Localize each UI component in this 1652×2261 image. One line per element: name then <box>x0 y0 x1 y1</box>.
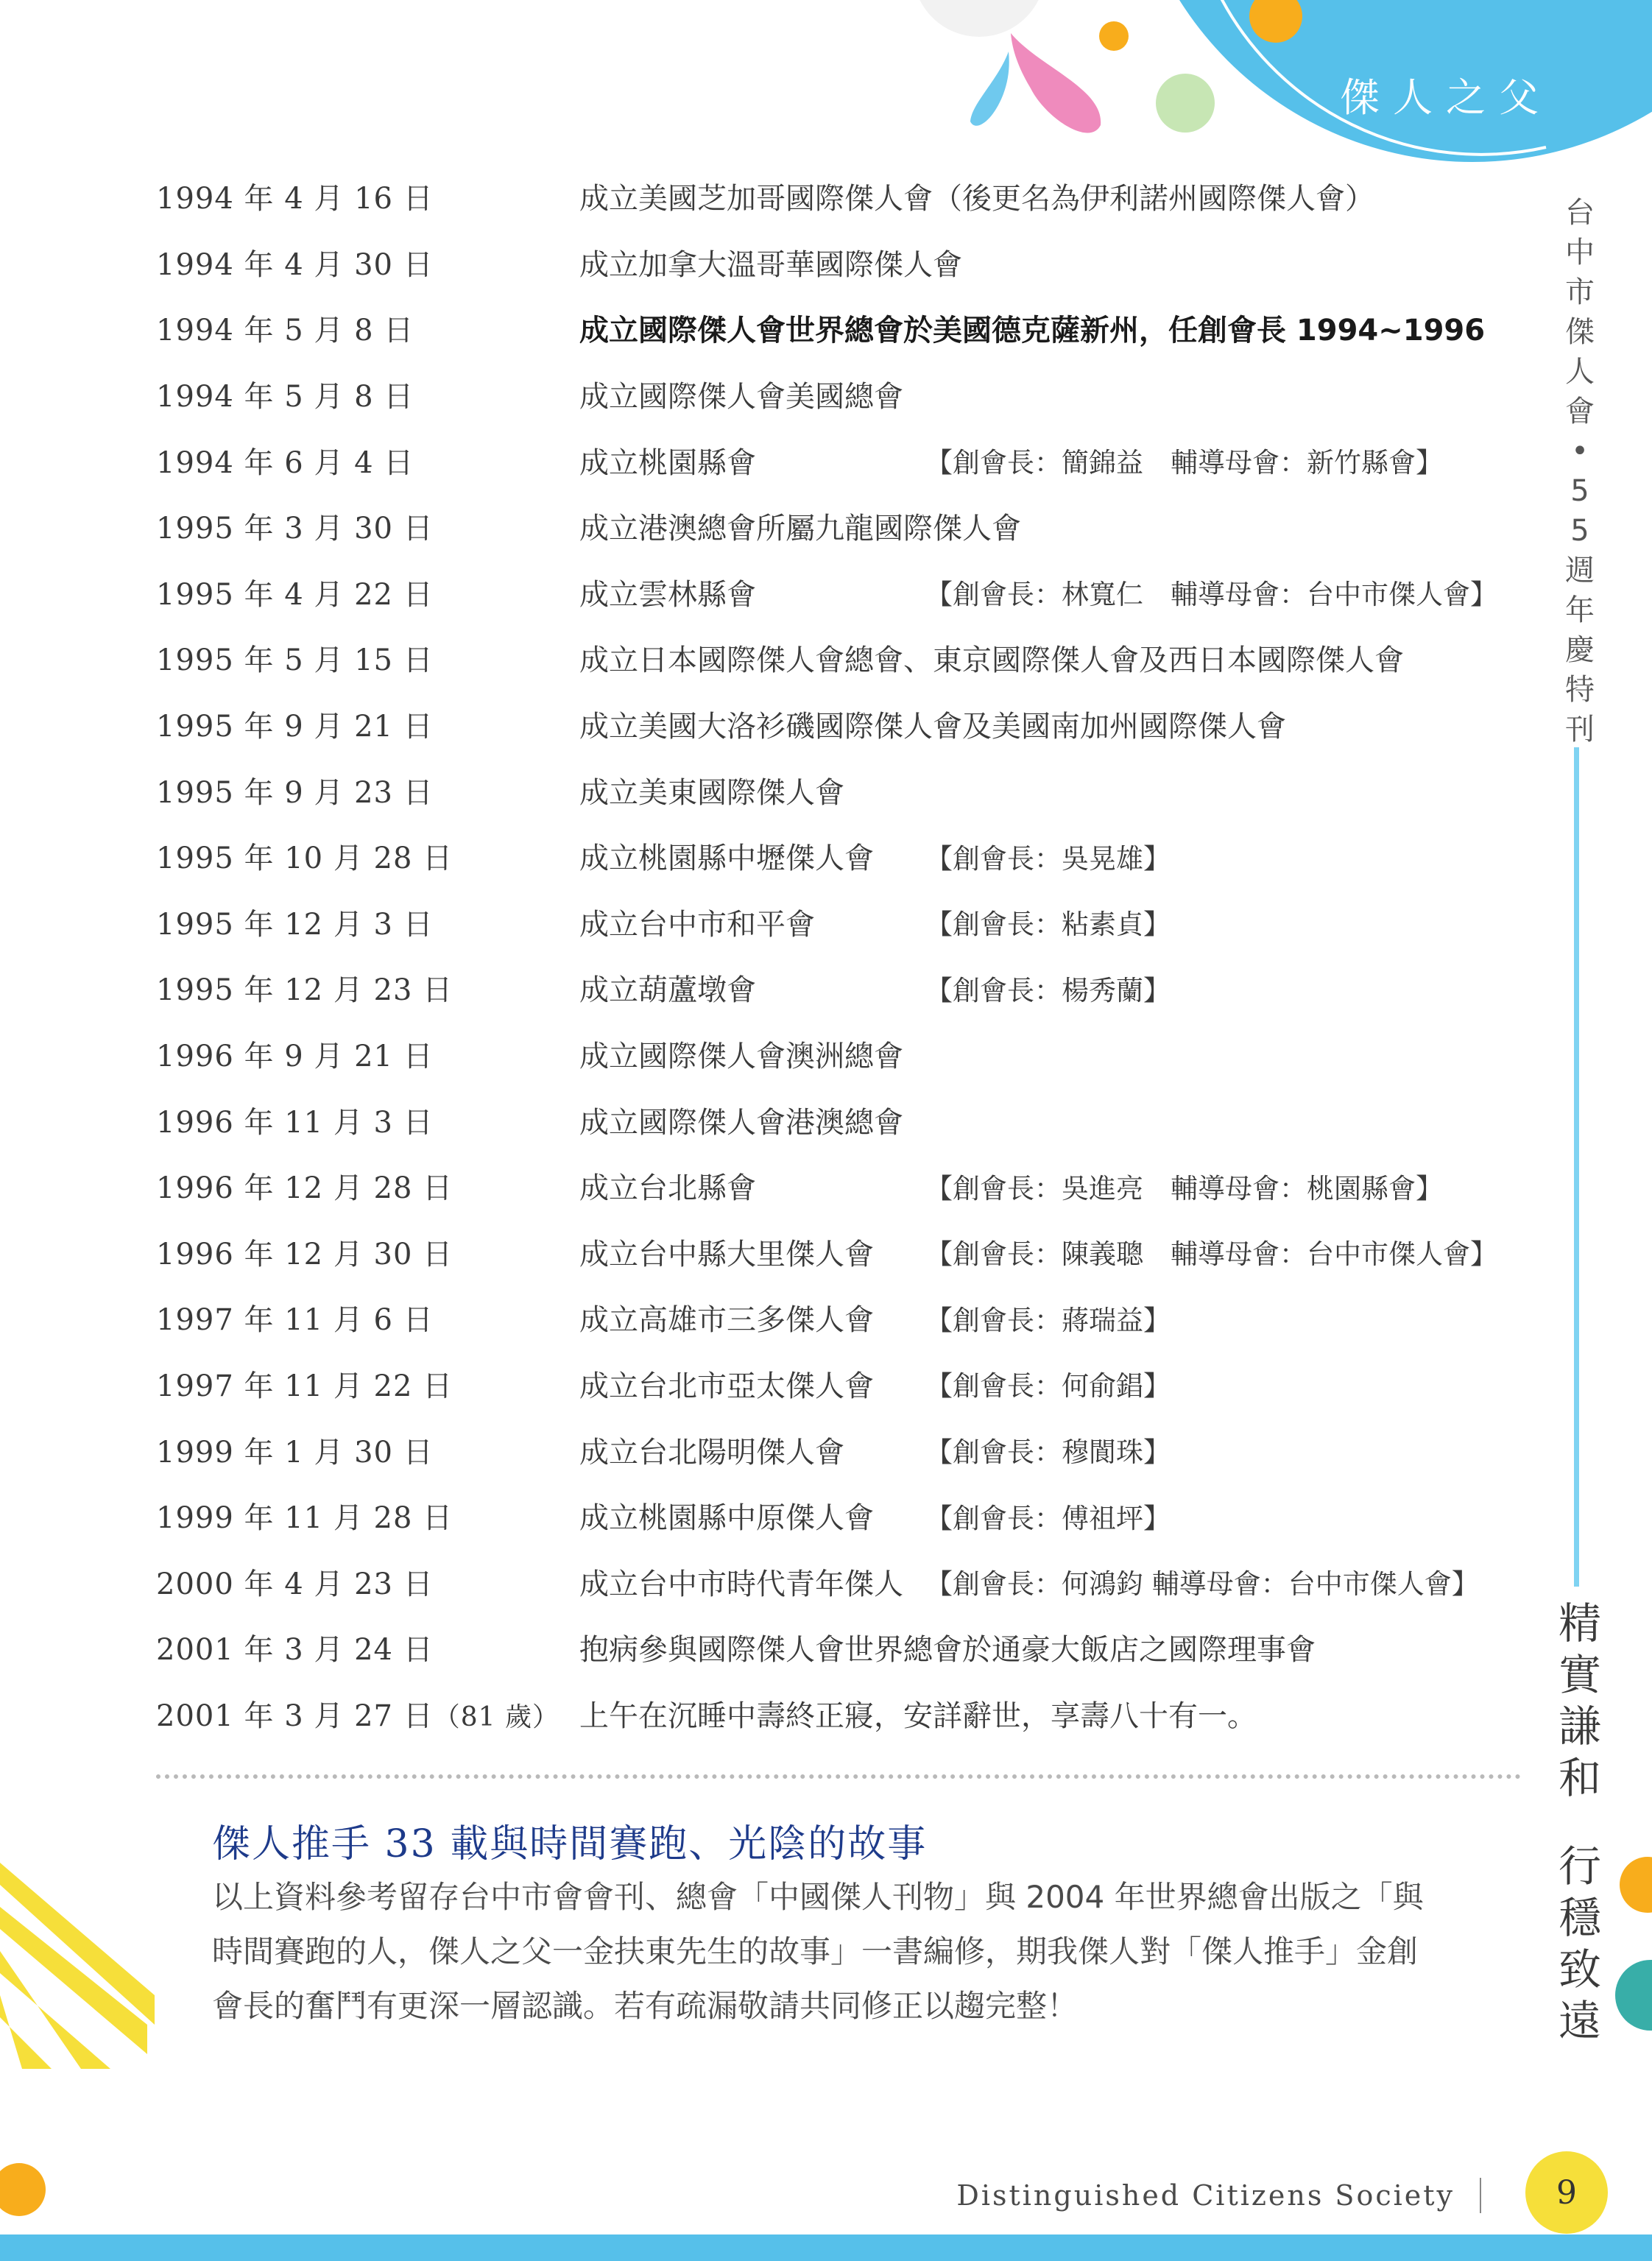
timeline-event: 抱病參與國際傑人會世界總會於通豪大飯店之國際理事會 <box>579 1633 1316 1668</box>
motto-char: 和 <box>1558 1753 1601 1803</box>
sidebar-char: 刊 <box>1565 713 1595 747</box>
timeline-row <box>156 889 1525 956</box>
timeline-date-text: 2001 年 3 月 24 日 <box>156 1633 434 1668</box>
right-orange-dot <box>1620 1857 1652 1913</box>
timeline-date <box>156 1231 579 1273</box>
timeline-row <box>156 1615 1525 1681</box>
motto-char: 行 <box>1558 1841 1601 1891</box>
timeline-founder-note: 【創會長：吳晃雄】 <box>925 842 1171 875</box>
timeline-row <box>156 955 1525 1021</box>
timeline-founder-note: 【創會長：何俞錩】 <box>925 1370 1171 1403</box>
timeline-row <box>156 1548 1525 1615</box>
timeline-date <box>156 1033 579 1075</box>
timeline-event: 成立桃園縣中壢傑人會 <box>579 842 874 876</box>
sidebar-char: 傑 <box>1565 315 1595 349</box>
sidebar-char: 年 <box>1565 593 1595 627</box>
story-line: 會長的奮鬥有更深一層認識。若有疏漏敬請共同修正以趨完整！ <box>212 1988 1079 2024</box>
story-line: 時間賽跑的人，傑人之父一金扶東先生的故事」一書編修，期我傑人對「傑人推手」金創 <box>212 1933 1419 1969</box>
timeline-date-text: 1996 年 12 月 30 日 <box>156 1237 453 1271</box>
timeline-event: 成立台北陽明傑人會 <box>579 1435 844 1470</box>
timeline-date-text: 1996 年 11 月 3 日 <box>156 1105 434 1140</box>
timeline-date <box>156 1099 579 1141</box>
sidebar-char: 人 <box>1565 355 1595 389</box>
timeline-row <box>156 1351 1525 1417</box>
sidebar-char: 特 <box>1565 673 1595 707</box>
timeline-date <box>156 769 579 811</box>
timeline-date <box>156 1429 579 1471</box>
right-dots-decoration <box>1605 1855 1652 2047</box>
timeline-event: 成立美東國際傑人會 <box>579 775 844 810</box>
timeline-date <box>156 241 579 283</box>
timeline-date-text: 1995 年 10 月 28 日 <box>156 842 453 876</box>
motto-char: 穩 <box>1558 1893 1601 1943</box>
timeline-founder-note: 【創會長：傅祖坪】 <box>925 1502 1171 1534</box>
timeline-event: 成立葫蘆墩會 <box>579 973 756 1008</box>
timeline-event: 成立日本國際傑人會總會、東京國際傑人會及西日本國際傑人會 <box>579 643 1404 678</box>
story-title: 傑人推手 33 載與時間賽跑、光陰的故事 <box>212 1822 928 1866</box>
timeline-event: 成立雲林縣會 <box>579 577 756 612</box>
motto-char: 實 <box>1558 1650 1601 1700</box>
timeline-date <box>156 703 579 745</box>
timeline-event: 成立國際傑人會澳洲總會 <box>579 1040 903 1074</box>
header-blue-petal <box>970 52 1009 126</box>
timeline-event: 成立高雄市三多傑人會 <box>579 1303 874 1338</box>
timeline-event: 成立國際傑人會港澳總會 <box>579 1105 903 1140</box>
motto-char: 致 <box>1558 1944 1601 1994</box>
sidebar-char: 5 <box>1570 514 1589 548</box>
timeline-date-text: 1994 年 6 月 4 日 <box>156 445 414 480</box>
timeline-date-text: 1995 年 12 月 23 日 <box>156 973 453 1008</box>
bottom-left-dot <box>0 2162 52 2221</box>
sidebar-char: 會 <box>1565 395 1595 428</box>
motto-char: 謙 <box>1558 1701 1601 1752</box>
timeline-event: 成立美國芝加哥國際傑人會（後更名為伊利諾州國際傑人會） <box>579 182 1374 216</box>
timeline-date-text: 1994 年 4 月 30 日 <box>156 247 434 282</box>
timeline-row <box>156 163 1525 230</box>
timeline-row <box>156 560 1525 626</box>
timeline-date <box>156 175 579 217</box>
timeline-date <box>156 835 579 877</box>
footer-separator <box>1480 2178 1481 2213</box>
sidebar-publication-title <box>1559 193 1600 749</box>
timeline-date-text: 2001 年 3 月 27 日 <box>156 1699 434 1733</box>
sidebar-char: 慶 <box>1565 633 1595 667</box>
timeline-date <box>156 1165 579 1207</box>
timeline-founder-note: 【創會長：林寬仁 輔導母會：台中市傑人會】 <box>925 579 1497 611</box>
yellow-stripes-decoration <box>0 1863 169 2069</box>
timeline-date-text: 1995 年 5 月 15 日 <box>156 643 434 678</box>
timeline-row <box>156 757 1525 823</box>
sidebar-divider-line <box>1574 747 1579 1587</box>
story-body <box>212 1870 1508 2034</box>
timeline-date-text: 1997 年 11 月 6 日 <box>156 1303 434 1338</box>
timeline-event: 成立港澳總會所屬九龍國際傑人會 <box>579 512 1021 546</box>
section-divider <box>156 1774 1521 1779</box>
timeline-founder-note: 【創會長：穆閬珠】 <box>925 1436 1171 1469</box>
timeline-founder-note: 【創會長：粘素貞】 <box>925 909 1171 941</box>
timeline-founder-note: 【創會長：楊秀蘭】 <box>925 974 1171 1006</box>
timeline-date <box>156 1495 579 1537</box>
timeline-date-text: 1995 年 4 月 22 日 <box>156 577 434 612</box>
timeline-row <box>156 295 1525 361</box>
sidebar-char: • <box>1571 434 1589 468</box>
timeline-event: 成立台中縣大里傑人會 <box>579 1237 874 1271</box>
timeline-row <box>156 1417 1525 1483</box>
timeline-date <box>156 1626 579 1668</box>
timeline-event: 成立桃園縣會 <box>579 445 756 480</box>
timeline-row <box>156 1087 1525 1153</box>
timeline-date <box>156 373 579 415</box>
sidebar-char: 台 <box>1565 196 1595 230</box>
timeline-founder-note: 【創會長：何鴻鈞 輔導母會：台中市傑人會】 <box>925 1568 1479 1601</box>
timeline-event: 上午在沉睡中壽終正寢，安詳辭世，享壽八十有一。 <box>579 1699 1257 1733</box>
sidebar-char: 中 <box>1565 236 1595 269</box>
timeline-date-text: 1997 年 11 月 22 日 <box>156 1369 453 1403</box>
motto-gap <box>1553 1804 1606 1841</box>
timeline-date-text: 1995 年 12 月 3 日 <box>156 907 434 942</box>
sidebar-char: 5 <box>1570 474 1589 508</box>
timeline-date <box>156 440 579 482</box>
timeline-date-text: 1995 年 3 月 30 日 <box>156 512 434 546</box>
timeline-event: 成立台北縣會 <box>579 1171 756 1206</box>
page-number-badge <box>1525 2151 1608 2234</box>
timeline-date-text: 1999 年 11 月 28 日 <box>156 1501 453 1536</box>
timeline-date-text: 1994 年 5 月 8 日 <box>156 314 414 348</box>
timeline-date <box>156 1561 579 1603</box>
timeline-event: 成立國際傑人會世界總會於美國德克薩新州，任創會長 1994~1996 <box>579 314 1486 348</box>
header-orange-dot-small <box>1099 21 1129 51</box>
timeline-date-text: 1994 年 5 月 8 日 <box>156 380 414 415</box>
right-teal-dot <box>1615 1960 1652 2031</box>
motto-char: 精 <box>1558 1598 1601 1648</box>
timeline-date-text: 1996 年 9 月 21 日 <box>156 1040 434 1074</box>
timeline-event: 成立台中市和平會 <box>579 907 815 942</box>
timeline-date <box>156 1693 579 1735</box>
timeline-date-text: 2000 年 4 月 23 日 <box>156 1567 434 1601</box>
timeline-row <box>156 361 1525 428</box>
timeline-event: 成立加拿大溫哥華國際傑人會 <box>579 247 962 282</box>
timeline-date <box>156 1363 579 1405</box>
timeline-event: 成立國際傑人會美國總會 <box>579 380 903 415</box>
timeline-date-text: 1995 年 9 月 21 日 <box>156 710 434 744</box>
timeline-row <box>156 1021 1525 1087</box>
timeline-founder-note: 【創會長：吳進亮 輔導母會：桃園縣會】 <box>925 1172 1443 1204</box>
timeline-row <box>156 1483 1525 1549</box>
timeline-date <box>156 1297 579 1338</box>
timeline-event: 成立美國大洛衫磯國際傑人會及美國南加州國際傑人會 <box>579 710 1286 744</box>
timeline-founder-note: 【創會長：簡錦益 輔導母會：新竹縣會】 <box>925 447 1443 479</box>
header-pink-petal <box>1011 33 1101 133</box>
header-green-dot <box>1156 74 1215 133</box>
page-number: 9 <box>1556 2173 1577 2212</box>
timeline-row <box>156 1219 1525 1285</box>
timeline-date <box>156 901 579 943</box>
timeline-date-text: 1999 年 1 月 30 日 <box>156 1435 434 1470</box>
timeline-event: 成立桃園縣中原傑人會 <box>579 1501 874 1536</box>
timeline-row <box>156 823 1525 889</box>
timeline-date-text: 1996 年 12 月 28 日 <box>156 1171 453 1206</box>
sidebar-char: 市 <box>1565 275 1595 309</box>
timeline-event: 成立台中市時代青年傑人 <box>579 1567 903 1601</box>
timeline-date <box>156 967 579 1009</box>
timeline-list <box>156 163 1525 1746</box>
timeline-row <box>156 691 1525 758</box>
timeline-date <box>156 571 579 613</box>
timeline-date <box>156 637 579 679</box>
header-grey-circle <box>913 0 1045 37</box>
motto-char: 遠 <box>1558 1996 1601 2046</box>
sidebar-char: 週 <box>1565 554 1595 588</box>
timeline-date <box>156 307 579 349</box>
timeline-founder-note: 【創會長：蔣瑞益】 <box>925 1304 1171 1336</box>
timeline-founder-note: 【創會長：陳義聰 輔導母會：台中市傑人會】 <box>925 1238 1497 1271</box>
timeline-row <box>156 427 1525 493</box>
timeline-row <box>156 1285 1525 1351</box>
header-title: 傑人之父 <box>1340 74 1552 121</box>
timeline-date-note: （81 歲） <box>433 1701 560 1732</box>
timeline-event: 成立台北市亞太傑人會 <box>579 1369 874 1403</box>
timeline-row <box>156 1153 1525 1219</box>
story-line: 以上資料參考留存台中市會會刊、總會「中國傑人刊物」與 2004 年世界總會出版之「與 <box>212 1879 1424 1915</box>
bottom-color-bar <box>0 2234 1652 2261</box>
footer-society-name: Distinguished Citizens Society <box>956 2179 1455 2212</box>
timeline-row <box>156 625 1525 691</box>
timeline-row <box>156 230 1525 296</box>
timeline-row <box>156 493 1525 560</box>
timeline-row <box>156 1681 1525 1747</box>
sidebar-motto <box>1553 1598 1606 2047</box>
timeline-date <box>156 505 579 547</box>
timeline-date-text: 1995 年 9 月 23 日 <box>156 775 434 810</box>
timeline-date-text: 1994 年 4 月 16 日 <box>156 182 434 216</box>
